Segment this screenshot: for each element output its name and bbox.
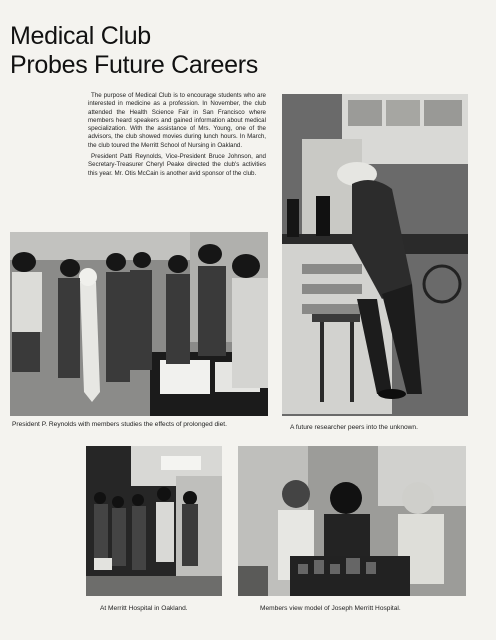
page-title-line-2: Probes Future Careers bbox=[10, 51, 258, 79]
caption-skeleton: President P. Reynolds with members studies the effects of prolonged diet. bbox=[12, 421, 227, 428]
photo-model bbox=[238, 446, 466, 596]
caption-researcher: A future researcher peers into the unknown. bbox=[290, 424, 418, 431]
caption-hospital: At Merritt Hospital in Oakland. bbox=[100, 605, 188, 612]
intro-paragraph-1: The purpose of Medical Club is to encourage students who are interested in medicine as a profession. In November, the club attended the Health Science Fair in San Francisco where members heard speakers and gained information about medical specialization. With the assistance of Mrs. Young, one of the advisors, the club showed movies during lunch hours. In March, the club toured the Merritt School of Nursing in Oakland. bbox=[88, 92, 266, 149]
page-title-line-1: Medical Club bbox=[10, 22, 151, 50]
page-title bbox=[10, 22, 258, 80]
intro-paragraph-2: President Patti Reynolds, Vice-President Bruce Johnson, and Secretary-Treasurer Cheryl Peake directed the club's activities this year. Mr. Otis McCain is another avid sponsor of the club. bbox=[88, 153, 266, 177]
photo-hospital bbox=[86, 446, 222, 596]
intro-text bbox=[88, 92, 266, 181]
photo-skeleton bbox=[10, 232, 268, 416]
caption-model: Members view model of Joseph Merritt Hospital. bbox=[260, 605, 401, 612]
photo-researcher bbox=[282, 94, 468, 416]
